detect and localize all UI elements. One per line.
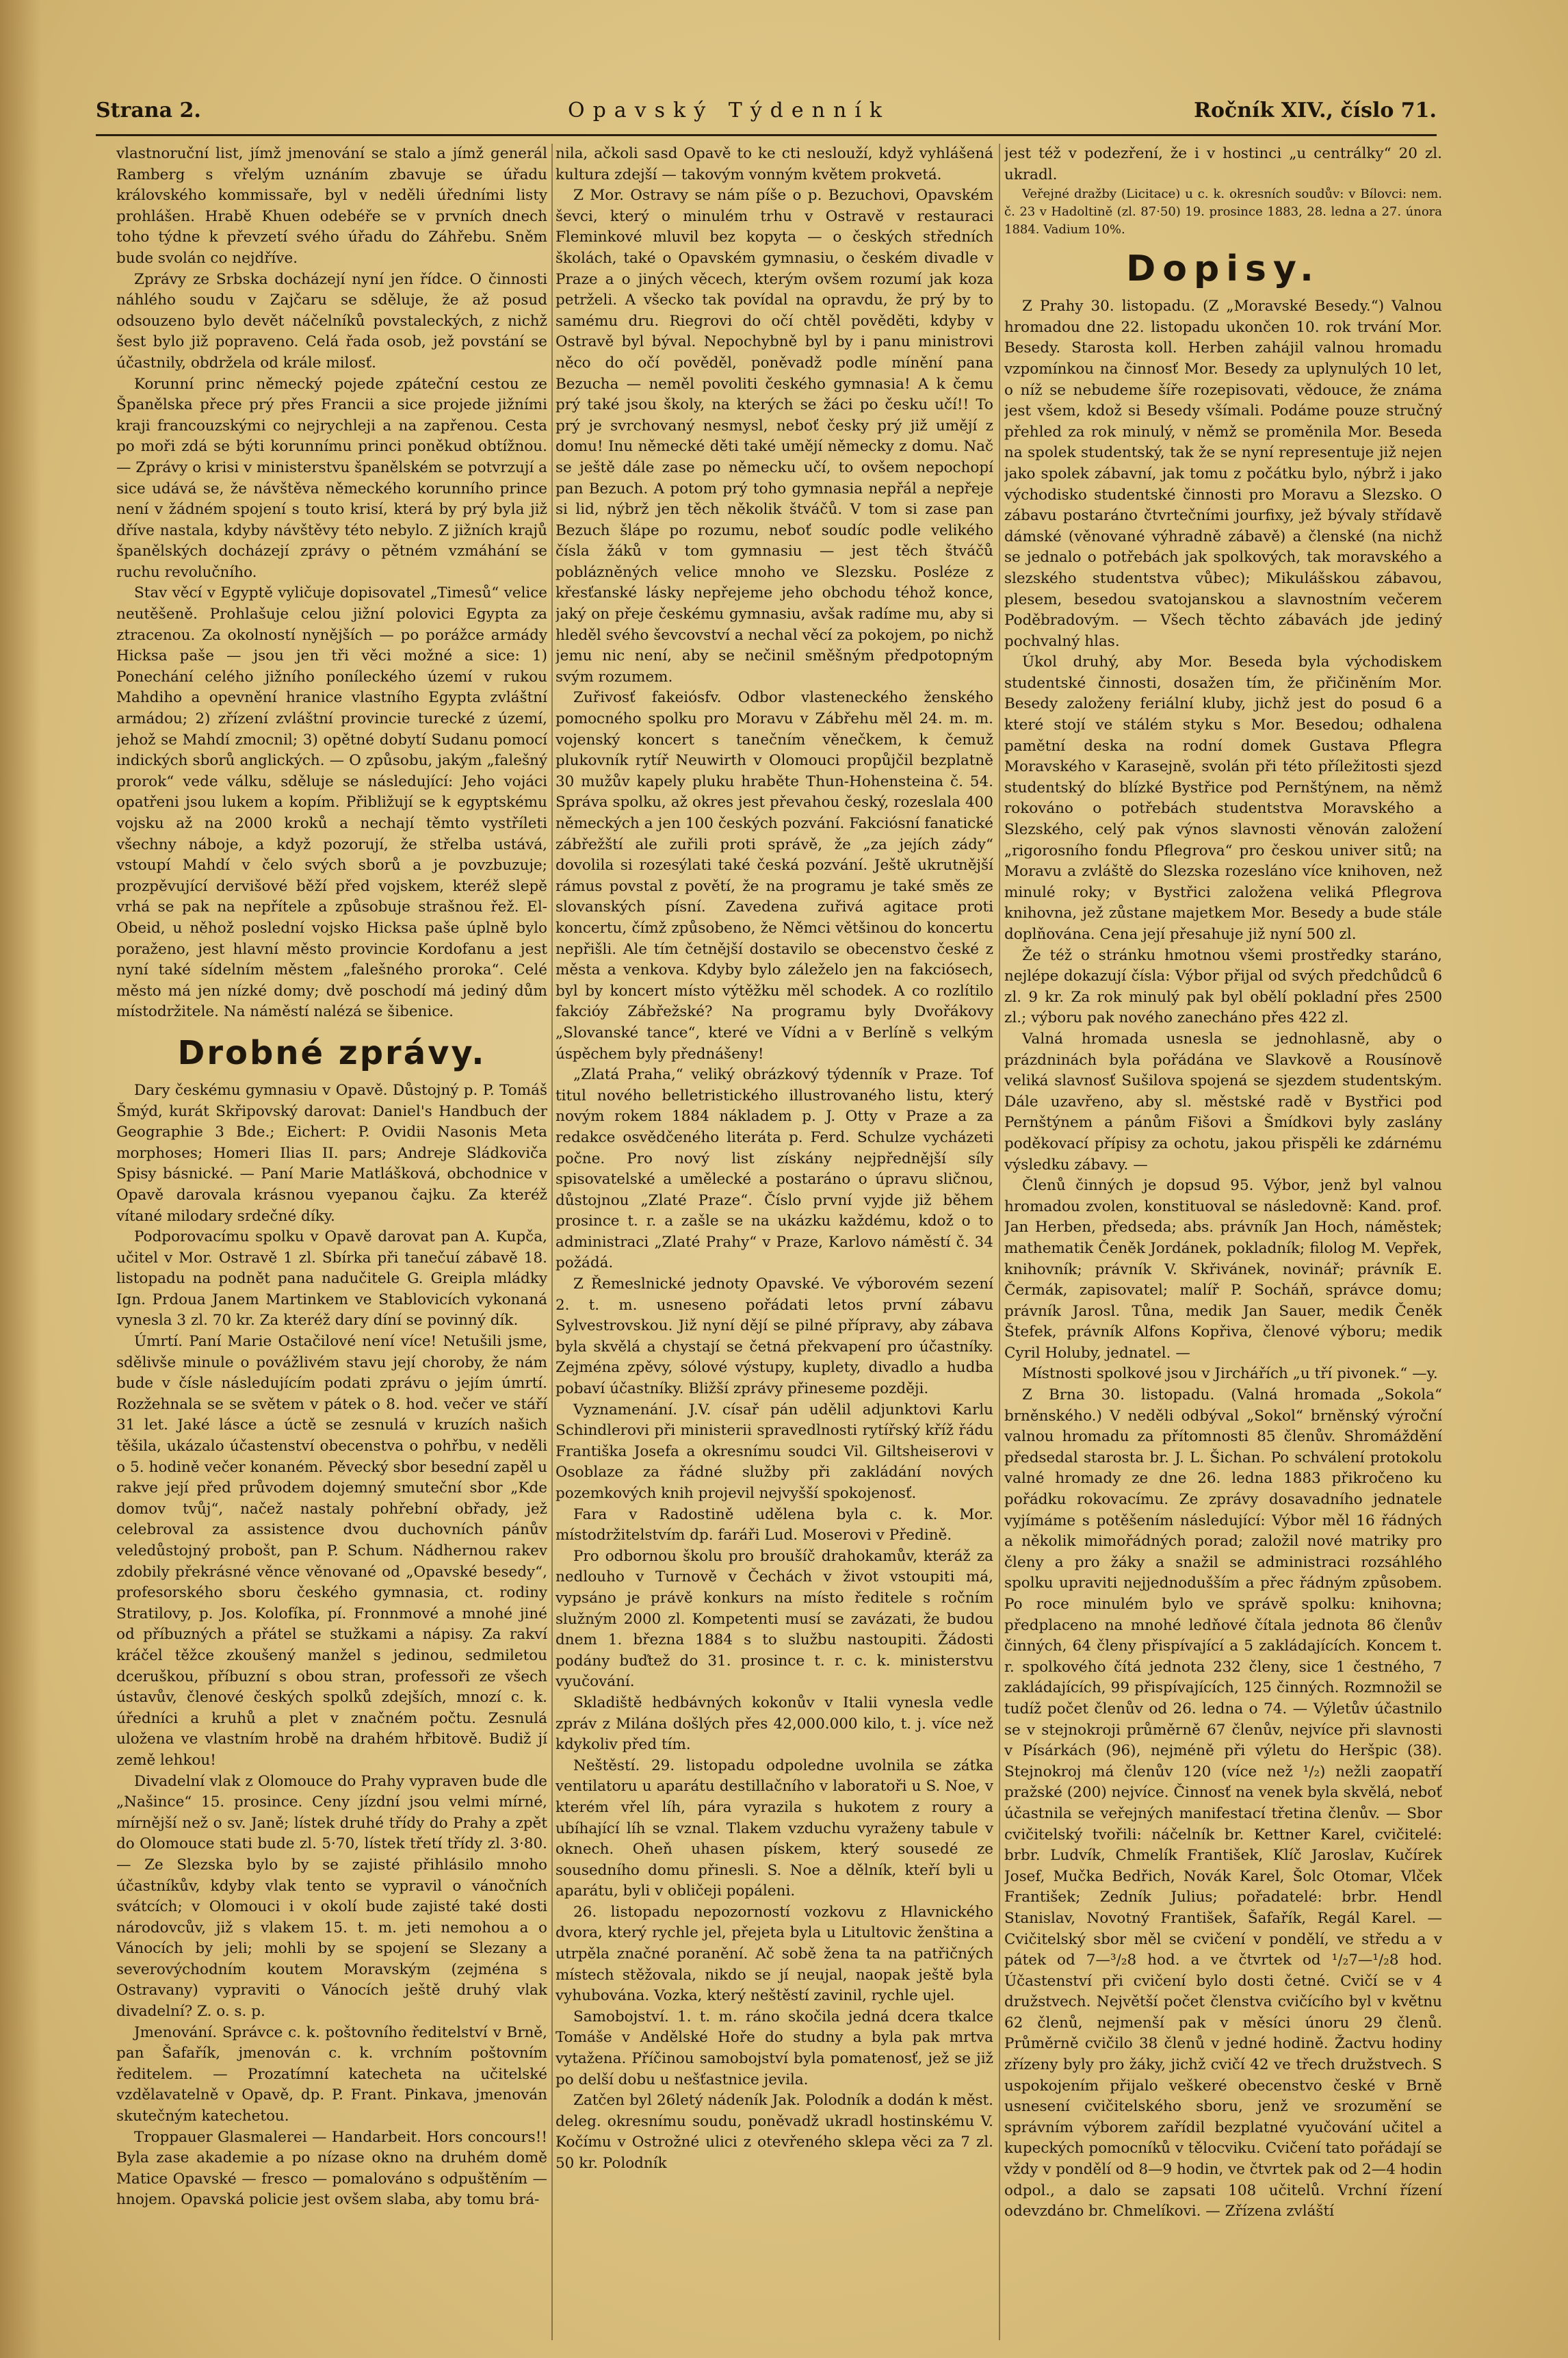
news-item: Samobojství. 1. t. m. ráno skočila jedná dcera tkalce Tomáše v Andělské Hoře do studny a byla pak mrtva vytažena. Příčinou samobojství byla pomatenosť, jež se již po delší dobu u nešťastnice jevila.	[556, 2008, 993, 2088]
auction-notice: Veřejné dražby (Licitace) u c. k. okresních soudův: v Bílovci: nem. č. 23 v Hadoltině (zl. 87·50) 19. prosince 1883, 28. ledna a 27. února 1884. Vadium 10%.	[1004, 187, 1442, 237]
column-3	[1004, 144, 1442, 2340]
section-heading-letters: Dopisy.	[1126, 248, 1320, 290]
news-item: Pro odbornou školu pro broušíč drahokamův, kteráž za nedlouho v Turnově v Čechách v život vstoupiti má, vypsáno je právě konkurs na místo ředitele s ročním služným 2000 zl. Kompetenti musí se zavázati, že budou dnem 1. března 1884 s to službu nastoupiti. Žádosti podány buďtež do 31. prosince t. r. c. k. ministerstvu vyučování.	[556, 1547, 993, 1691]
letter-item: Úkol druhý, aby Mor. Beseda byla východiskem studentské činnosti, dosažen tím, že přičiněním Mor. Besedy založeny feriální kluby, jichž jest do posud 6 a které stojí ve stálém styku s Mor. Besedou; odhalena pamětní deska na rodní domek Gustava Pflegra Moravského v Karasejně, svolán při této příležitosti sjezd studentský do blízké Bystřice pod Pernštýnem, na němž rokováno o potřebách studentstva Moravského a Slezského, celý pak výnos slavnosti věnován založení „rigorosního fondu Pflegrova“ pro českou univer sitů; na Moravu a zvláště do Slezska rozesláno více knihoven, než minulé roky; v Bystřici založena veliká Pflegrova knihovna, jež zůstane majetkem Mor. Besedy a bude stále doplňována. Cena její přesahuje již nyní 500 zl.	[1004, 653, 1442, 943]
news-item: Zatčen byl 26letý nádeník Jak. Polodník a dodán k měst. deleg. okresnímu soudu, poněvadž ukradl hostinskému V. Kočímu v Ostrožné ulici z otevřeného sklepa věci za 7 zl. 50 kr. Polodník	[556, 2092, 993, 2172]
news-item: 26. listopadu nepozorností vozkovu z Hlavnického dvora, který rychle jel, přejeta byla u Litultovic ženština a utrpěla značné poranění. Ač sobě žena ta na patřičných místech stěžovala, nikdo se jí neujal, naopak ještě byla vyhubována. Vozka, který neštěstí zavinil, rychle ujel.	[556, 1903, 993, 2005]
news-item: Divadelní vlak z Olomouce do Prahy vypraven bude dle „Našince“ 15. prosince. Ceny jízdní jsou velmi mírné, mírnější než o sv. Janě; lístek druhé třídy do Prahy a zpět do Olomouce stati bude zl. 5·70, lístek třetí třídy zl. 3·80. — Ze Slezska bylo by se zajisté přihlásilo mnoho účastníkův, kdyby vlak tento se vypravil o vánočních svátcích; v Olomouci i v okolí bude zajisté také dosti národovcův, již s vlakem 15. t. m. jeti nemohou a o Vánocích by jeli; mohli by se spojení se Slezany a severovýchodním koutem Moravským (zejména s Ostravany) vypraviti o Vánocích ještě druhý vlak divadelní? Z. o. s. p.	[116, 1772, 547, 2021]
news-item: jest též v podezření, že i v hostinci „u centrálky“ 20 zl. ukradl.	[1004, 145, 1442, 183]
news-item: nila, ačkoli sasd Opavě to ke cti neslouží, když vyhlášená kultura zdejší — takovým vonným květem prokvetá.	[556, 145, 993, 183]
column-divider	[999, 144, 1000, 2340]
letter-item: Valná hromada usnesla se jednohlasně, aby o prázdninách byla pořádána ve Slavkově a Rousínově veliká slavnosť Sušilova spojená se sjezdem studentským. Dále uzavřeno, aby sl. městské radě v Bystřici pod Pernštýnem a pánům Fišovi a Šmídkovi byly zaslány poděkovací přípisy za ochotu, jakou přispěli ke zdárnému výsledku zábavy. —	[1004, 1030, 1442, 1174]
page-number: Strana 2.	[96, 99, 201, 122]
article-serbia: Zprávy ze Srbska docházejí nyní jen řídce. O činnosti náhlého soudu v Zajčaru se sděluje, že až posud odsouzeno bylo devět náčelníků povstaleckých, z nichž šest bylo již popraveno. Celá řada osob, jež povstání se účastnily, obdržela od krále milosť.	[116, 270, 547, 372]
letter-item: Z Brna 30. listopadu. (Valná hromada „Sokola“ brněnského.) V neděli odbýval „Sokol“ brněnský výroční valnou hromadu za přítomnosti 85 členův. Shromáždění předsedal starosta br. J. L. Šichan. Po schválení protokolu valné hromady ze dne 26. ledna 1883 přikročeno ku pořádku rokovacímu. Ze zprávy dosavadního jednatele vyjímáme s potěšením následující: Výbor měl 16 řádných a několik mimořádných porad; založil nové matriky pro členy a pro žáky a snažil se administraci rozsáhlého spolku upraviti nejjednodušším a přec řádným způsobem. Po roce minulém bylo ve správě spolku: knihovna; předplaceno na mnohé ledňové čítala jednota 86 členův činných, 64 členy přispívající a 5 zakládajících. Koncem t. r. spolkového čítá jednota 232 členy, sice 1 čestného, 7 zakládajících, 99 přispívajících, 125 činných. Rozmnožil se tudíž počet členův od 26. ledna o 74. — Výletův účastnilo se v stejnokroji průměrně 67 členův, nejvíce při slavnosti v Písárkách (96), nejméně při výletu do Heršpic (38). Stejnokroj má členův 120 (více než ¹/₂) nežli zaopatří pražské (200) nejvíce. Činnosť na venek byla skvělá, neboť účastnila se veřejných manifestací třetina členův. — Sbor cvičitelský tvořili: náčelník br. Kettner Karel, cvičitelé: brbr. Ludvík, Chmelík František, Klíč Jaroslav, Kučírek Josef, Mučka Bedřich, Novák Karel, Šolc Otomar, Vlček František; Zedník Julius; pořadatelé: brbr. Hendl Stanislav, Novotný František, Šafařík, Regál Karel. — Cvičitelský sbor měl se cvičení v pondělí, ve středu a v pátek od 7—³/₂8 hod. a ve čtvrtek od ¹/₂7—¹/₂8 hod. Účastenství při cvičení bylo dosti četné. Cvičí se v 4 družstvech. Největší počet členstva cvičícího byl v květnu 62 členů, nejmenší pak v měsíci únoru 29 členů. Průměrně cvičilo 38 členů v jedné hodině. Žactvu hodiny zřízeny byly pro žáky, jichž cvičí 42 ve třech družstvech. S uspokojením přijalo veškeré obecenstvo české v Brně usnesení cvičitelského sboru, jenž ve srozumění se správním výborem zařídil bezplatné vyučování učitel a kupeckých pomocníků v tělocviku. Cvičení tato pořádají se vždy v pondělí od 8—9 hodin, ve čtvrtek pak od 2—4 hodin odpol., a dalo se zapsati 108 učitelů. Vrchní řízení odevzdáno br. Chmelíkovi. — Zřízena zvláští	[1004, 1386, 1442, 2220]
article-egypt: Stav věcí v Egyptě vyličuje dopisovatel „Timesů“ velice neutěšeně. Prohlašuje celou jižní polovici Egypta za ztracenou. Za okolností nynějších — po porážce armády Hicksa paše — jsou jen tři věci možné a sice: 1) Ponechání celého jižního poníleckého území v rukou Mahdiho a opevnění hranice vlastního Egypta zvláštní armádou; 2) zřízení zvláštní provincie turecké z území, jehož se Mahdí zmocnil; 3) opětné dobytí Sudanu pomocí indických sborů anglických. — O způsobu, jakým „falešný prorok“ vede válku, sděluje se následující: Jeho vojáci opatřeni jsou lukem a kopím. Přibližují se k egyptskému vojsku až na 2000 kroků a nechají těmto vystříleti všechny náboje, a když pozorují, že střelba ustává, vstoupí Mahdí v čelo svých sborů a je povzbuzuje; prozpěvující dervišové běží před vojskem, kteréž slepě vrhá se pak na nepřítele a způsobuje strašnou řež. El-Obeid, u něhož poslední vojsko Hicksa paše úplně bylo poraženo, jest hlavní město provincie Kordofanu a jest nyní také sídelním městem „falešného proroka“. Celé město má jen nízké domy; dvě poschodí má jediný dům místodržitele. Na náměstí nalézá se šibenice.	[116, 584, 547, 1021]
news-item: Troppauer Glasmalerei — Handarbeit. Hors concours!! Byla zase akademie a po nízase okno na druhém domě Matice Opavské — fresco — pomalováno s odpuštěním — hnojem. Opavská policie jest ovšem slaba, aby tomu brá-	[116, 2128, 547, 2209]
news-item: Skladiště hedbávných kokonův v Italii vynesla vedle zpráv z Milána došlých přes 42,000.000 kilo, t. j. více než kdykoliv před tím.	[556, 1694, 993, 1754]
news-item: „Zlatá Praha,“ veliký obrázkový týdenník v Praze. Tof titul nového belletristického illustrovaného listu, který novým rokem 1884 nákladem p. J. Otty v Praze a za redakce osvědčeného literáta p. Ferd. Schulze vycházeti počne. Pro nový list získány nejpřednější síly spisovatelské a umělecké a postaráno o úpravu sličnou, důstojnou „Zlaté Praze“. Číslo první vyjde již během prosince t. r. a zašle se na ukázku každému, kdož o to administraci „Zlaté Prahy“ v Praze, Karlovo náměstí č. 34 požádá.	[556, 1066, 993, 1272]
article-spain: Korunní princ německý pojede zpáteční cestou ze Španělska přece prý přes Francii a sice projede jižními kraji francouzskými co nejrychleji a na zapřenou. Cesta po moři zdá se býti korunnímu princi poněkud obtížnou. — Zprávy o krisi v ministerstvu španělském se potvrzují a sice udává se, že návštěva německého korunního prince není v žádném spojení s touto krisí, která by prý byla již dříve nastala, kdyby návštěvy této nebylo. Z jižních krajů španělských docházejí zprávy o pětném vzmáhání se ruchu revolučního.	[116, 375, 547, 581]
volume-issue: Ročník XIV., číslo 71.	[1194, 99, 1437, 122]
news-item: Vyznamenání. J.V. císař pán udělil adjunktovi Karlu Schindlerovi při ministerii spravedlnosti rytířský kříž řádu Františka Josefa a okresnímu soudci Vil. Giltsheiserovi v Osoblaze za řádné služby při zakládání nových pozemkových knih projevil nejvyšší spokojenosť.	[556, 1401, 993, 1502]
column-divider	[551, 144, 553, 2340]
news-item: Úmrtí. Paní Marie Ostačilové není více! Netušili jsme, sdělivše minule o povážlivém stavu její choroby, že nám bude v čísle následujícím podati zprávu o jejím úmrtí. Rozžehnala se se světem v pátek o 8. hod. večer ve stáří 31 let. Jaké lásce a úctě se zesnulá v kruzích našich těšila, ukázalo účastenství obecenstva o pohřbu, v neděli o 5. hodině večer konaném. Pěvecký sbor besední zapěl u rakve její před průvodem dojemný smuteční sbor „Kde domov tvůj“, načež nastaly pohřební obřady, jež celebroval za assistence dvou duchovních pánův veledůstojný probošt, pan P. Schum. Nádhernou rakev zdobily překrásné věnce věnované od „Opavské besedy“, profesorského sboru českého gymnasia, ct. rodiny Stratilovy, p. Jos. Kolofíka, pí. Fronnmové a mnohé jiné od příbuzných a přátel se stužkami a nápisy. Za rakví kráčel těžce zkoušený manžel s jedinou, sedmiletou dceruškou, příbuzní s obou stran, professoři ze všech ústavův, členové českých spolků zdejších, mnozí c. k. úředníci a kruhů a plet v značném počtu. Zesnulá uložena ve vlastním hrobě na drahém hřbitově. Budiž jí země lehkou!	[116, 1333, 547, 1769]
news-item: Zuřivosť fakeiósfv. Odbor vlasteneckého ženského pomocného spolku pro Moravu v Zábřehu měl 24. m. m. vojenský koncert s tanečním věnečkem, k čemuž plukovník rytíř Neuwirth v Olomouci propůjčil bezplatně 30 mužův kapely pluku hraběte Thun-Hohensteina č. 54. Správa spolku, až okres jest převahou český, rozeslala 400 německých a jen 100 českých pozvání. Fakciósní fanatické zábřežští ale zuřili proti správě, že „za jejích zády“ dovolila si rozesýlati také česká pozvání. Ještě ukrutnější rámus povstal z povětí, že na programu je také směs ze slovanských písní. Zavedena zuřivá agitace proti koncertu, čímž způsobeno, že Němci většinou do koncertu nepřišli. Ale tím četnější dostavilo se obecenstvo české z města a venkova. Kdyby bylo záleželo jen na fakciósech, byl by koncert místo výtěžku měl schodek. A co rozlítilo fakcióy Zábřežské? Na programu byly Dvořákovy „Slovanské tance“, které ve Vídni a v Berlíně s velkým úspěchem byly přednášeny!	[556, 689, 993, 1063]
news-item: Fara v Radostině udělena byla c. k. Mor. místodržitelstvím dp. faráři Lud. Moserovi v Předině.	[556, 1505, 993, 1544]
article-text: vlastnoruční list, jímž jmenování se stalo a jímž generál Ramberg s vřelým uznáním zbavuje se úřadu královského kommissaře, byl v neděli úředními listy prohlášen. Hrabě Khuen odebéře se v prvních dnech toho týdne k převzetí svého úřadu do Záhřebu. Sněm bude svolán co nejdříve.	[116, 145, 547, 267]
column-2	[556, 144, 993, 2340]
page-header	[96, 94, 1437, 135]
letter-item: Místnosti spolkové jsou v Jirchářích „u tří pivonek.“ —y.	[1022, 1365, 1438, 1383]
letter-item: Členů činných je dopsud 95. Výbor, jenž byl valnou hromadou zvolen, konstituoval se následovně: Kand. prof. Jan Herben, předseda; abs. právník Jan Hoch, náměstek; mathematik Čeněk Jordánek, pokladník; filolog M. Vepřek, knihovník; právník V. Skřivánek, novinář; právník E. Čermák, zapisovatel; malíř P. Socháň, správce domu; právník Jarosl. Tůna, medik Jan Sauer, medik Čeněk Štefek, právník Alfons Kopřiva, členové výboru; medik Cyril Holuby, jednatel. —	[1004, 1177, 1442, 1362]
header-rule	[96, 134, 1437, 136]
news-item: Neštěstí. 29. listopadu odpoledne uvolnila se zátka ventilatoru u aparátu destillačního v laboratoři u S. Noe, v kterém vřel líh, pára vyrazila s hukotem z roury a ubíhající líh se vznal. Tlakem vzduchu vyraženy tabule v oknech. Oheň uhasen pískem, který sousedé ze sousedního domu přinesli. S. Noe a dělník, kteří byli u aparátu, byli v obličeji popáleni.	[556, 1757, 993, 1900]
letter-item: Že též o stránku hmotnou všemi prostředky staráno, nejlépe dokazují čísla: Výbor přijal od svých předchůdců 6 zl. 9 kr. Za rok minulý pak byl obělí pokladní přes 2500 zl.; výboru pak nového zanecháno přes 422 zl.	[1004, 946, 1442, 1027]
newspaper-title: Opavský Týdenník	[568, 99, 891, 122]
column-1	[116, 144, 547, 2340]
letter-item: Z Prahy 30. listopadu. (Z „Moravské Besedy.“) Valnou hromadou dne 22. listopadu ukončen 10. rok trvání Mor. Besedy. Starosta koll. Herben zahájil valnou hromadu vzpomínkou na činnosť Mor. Besedy za uplynulých 10 let, o níž se nebudeme šíře rozepisovati, vědouce, že známa jest všem, kdož si Besedy všímali. Podáme pouze stručný přehled za rok minulý, v němž se proměnila Mor. Beseda na spolek studentský, tak že se nyní representuje již nejen jako spolek zábavní, jak tomu z počátku bylo, nýbrž i jako východisko studentské činnosti pro Moravu a Slezsko. O zábavu postaráno čtvrtečními jourfixy, jež bývaly střídavě dámské (věnované výhradně zábavě) a členské (na nichž se jednalo o potřebách jak spolkových, tak moravského a slezského studentstva vůbec); Mikulášskou zábavou, plesem, besedou svatojanskou a slavnostním večerem Poděbradovým. — Všech těchto zábavách jde jediný pochvalný hlas.	[1004, 298, 1442, 650]
news-item: Z Mor. Ostravy se nám píše o p. Bezuchovi, Opavském ševci, který o minulém trhu v Ostravě v restauraci Fleminkové mluvil bez kopyta — o českých středních školách, také o Opavském gymnasiu, o českém divadle v Praze a o jiných věcech, kterým ovšem rozumí jak koza petrželi. A všecko tak povídal na opravdu, že prý by to samému dru. Riegrovi do očí chtěl pověděti, kdyby v Ostravě byl býval. Nepochybně byl by i panu ministrovi něco do očí pověděl, poněvadž podle mínění pana Bezucha — neměl povoliti českého gymnasia! A k čemu prý také jsou školy, na kterých se žáci po česku učí!! To prý je svrchovaný nesmysl, neboť česky prý již umějí z domu! Inu německé děti také umějí německy z domu. Nač se ještě dále zase po německu učí, to ovšem nepochopí pan Bezuch. A potom prý toho gymnasia nepřál a nepřeje si lid, nýbrž jen těch několik štváčů. V tom si zase pan Bezuch šlápe po rozumu, neboť soudíc podle velikého čísla žáků v tom gymnasiu — jest těch štváčů poblázněných velice mnoho ve Slezsku. Posléze z křesťanské lásky nepřejeme jeho obchodu téhož konce, jaký on přeje českému gymnasiu, avšak radíme mu, aby si hleděl svého ševcovství a nechal věcí za pokojem, po nichž jemu nic není, aby se nečinil směšným předpotopným svým rozumem.	[556, 187, 993, 686]
news-item: Dary českému gymnasiu v Opavě. Důstojný p. P. Tomáš Šmýd, kurát Skřipovský darovat: Daniel's Handbuch der Geographie 3 Bde.; Eichert: P. Ovidii Nasonis Meta morphoses; Homeri Ilias II. pars; Andreje Sládkoviča Spisy básnické. — Paní Marie Matlášková, obchodnice v Opavě darovala krásnou vyepanou čajku. Za kteréž vítané milodary srdečné díky.	[116, 1081, 547, 1225]
news-item: Jmenování. Správce c. k. poštovního ředitelství v Brně, pan Šafařík, jmenován c. k. vrchním poštovním ředitelem. — Prozatímní katecheta na učitelské vzdělavatelně v Opavě, dp. P. Frant. Pinkava, jmenován skutečným katechetou.	[116, 2023, 547, 2125]
news-item: Podporovacímu spolku v Opavě darovat pan A. Kupča, učitel v Mor. Ostravě 1 zl. Sbírka při tanečuí zábavě 18. listopadu na podnět pana nadučitele G. Greipla mládky Ign. Prdoua Janem Martinkem ve Stablovicích vykonaná vynesla 3 zl. 70 kr. Za kteréž dary díní se povinný dík.	[116, 1228, 547, 1330]
page-edge-shadow	[0, 0, 41, 2358]
news-item: Z Řemeslnické jednoty Opavské. Ve výborovém sezení 2. t. m. usneseno pořádati letos první zábavu Sylvestrovskou. Již nyní dějí se pilné přípravy, aby zábava byla skvělá a chystají se četná překvapení pro účastníky. Zejména zpěvy, sólové výstupy, kuplety, divadlo a hudba pobaví účastníky. Bližší zprávy přineseme později.	[556, 1275, 993, 1398]
section-heading-news: Drobné zprávy.	[177, 1033, 486, 1072]
